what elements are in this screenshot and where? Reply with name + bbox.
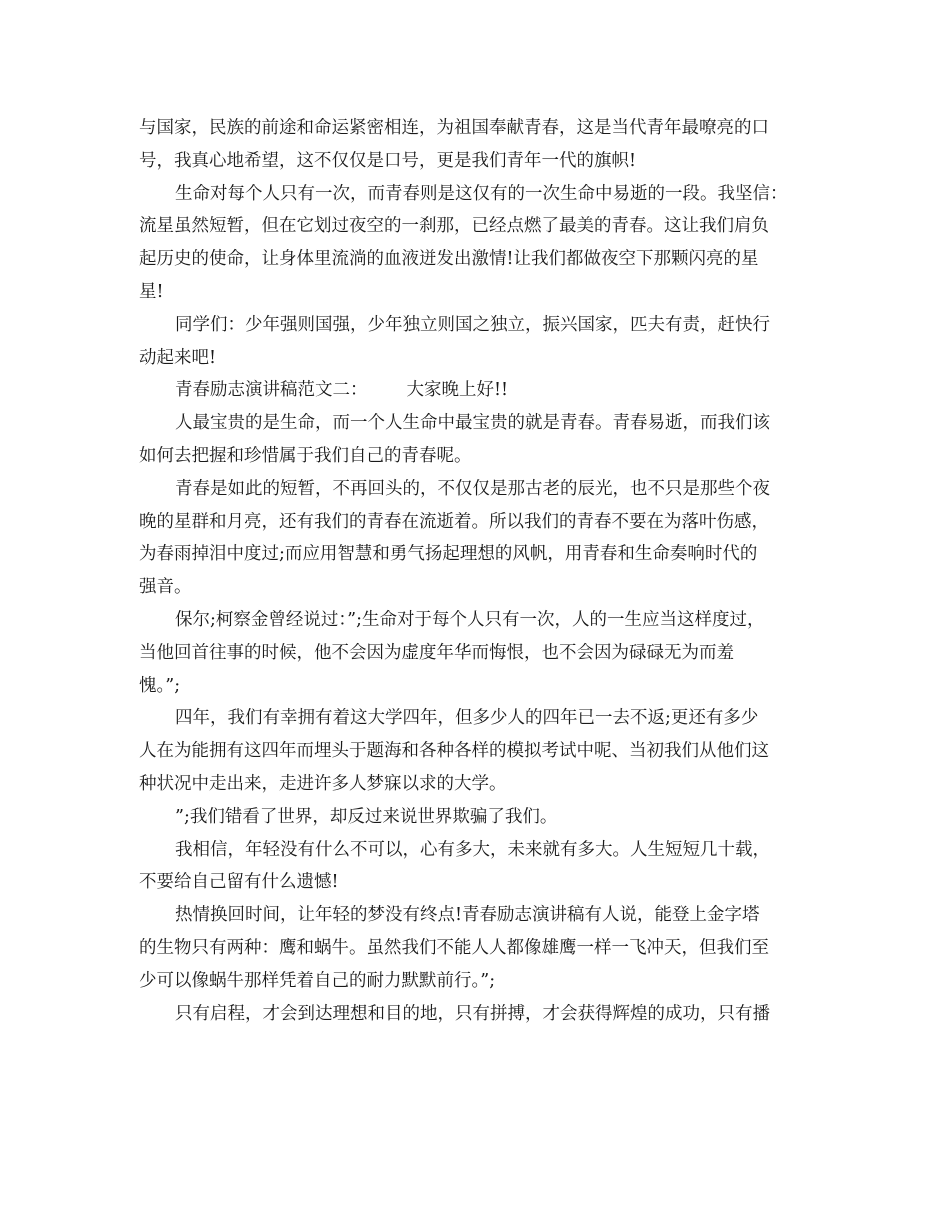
text-line: 人在为能拥有这四年而埋头于题海和各种各样的模拟考试中呢、当初我们从他们这 — [139, 741, 769, 762]
text-line: 保尔;柯察金曾经说过：”;生命对于每个人只有一次，人的一生应当这样度过， — [175, 609, 765, 630]
text-line: 只有启程，才会到达理想和目的地，只有拼搏，才会获得辉煌的成功，只有播 — [175, 1003, 770, 1024]
text-line: 号，我真心地希望，这不仅仅是口号，更是我们青年一代的旗帜! — [139, 150, 637, 171]
text-line: 人最宝贵的是生命，而一个人生命中最宝贵的就是青春。青春易逝，而我们该 — [175, 413, 770, 434]
text-line: 与国家，民族的前途和命运紧密相连，为祖国奉献青春，这是当代青年最嘹亮的口 — [139, 118, 769, 138]
text-line: 动起来吧! — [139, 347, 217, 368]
text-line: 种状况中走出来，走进许多人梦寐以求的大学。 — [139, 773, 507, 794]
text-line: 青春是如此的短暂，不再回头的，不仅仅是那古老的辰光，也不只是那些个夜 — [175, 478, 770, 499]
text-line: 我相信，年轻没有什么不可以，心有多大，未来就有多大。人生短短几十载， — [175, 839, 770, 860]
text-line: 起历史的使命，让身体里流淌的血液迸发出激情!让我们都做夜空下那颗闪亮的星 — [139, 249, 759, 270]
text-line: 少可以像蜗牛那样凭着自己的耐力默默前行。”; — [139, 970, 496, 991]
text-line: 的生物只有两种：鹰和蜗牛。虽然我们不能人人都像雄鹰一样一飞冲天，但我们至 — [139, 937, 769, 958]
text-line: 为春雨掉泪中度过;而应用智慧和勇气扬起理想的风帆，用青春和生命奏响时代的 — [139, 544, 758, 565]
text-line: ”;我们错看了世界，却反过来说世界欺骗了我们。 — [175, 806, 558, 827]
text-line: 当他回首往事的时候，他不会因为虚度年华而悔恨，也不会因为碌碌无为而羞 — [139, 642, 734, 663]
text-line: 晚的星群和月亮，还有我们的青春在流逝着。所以我们的青春不要在为落叶伤感， — [139, 511, 769, 532]
text-line: 强音。 — [139, 577, 192, 598]
text-line: 热情换回时间，让年轻的梦没有终点!青春励志演讲稿有人说，能登上金字塔 — [175, 905, 760, 926]
text-line: 生命对每个人只有一次，而青春则是这仅有的一次生命中易逝的一段。我坚信： — [175, 183, 788, 204]
text-line: 星! — [139, 281, 164, 302]
document-body — [139, 112, 821, 1030]
text-line: 同学们：少年强则国强，少年独立则国之独立，振兴国家，匹夫有责，赶快行 — [175, 314, 770, 335]
text-line: 青春励志演讲稿范文二： 大家晚上好!! — [175, 380, 509, 401]
text-line: 愧。”; — [139, 675, 181, 696]
text-line: 如何去把握和珍惜属于我们自己的青春呢。 — [139, 445, 472, 466]
text-line: 流星虽然短暂，但在它划过夜空的一刹那，已经点燃了最美的青春。这让我们肩负 — [139, 216, 769, 237]
text-line: 四年，我们有幸拥有着这大学四年，但多少人的四年已一去不返;更还有多少 — [175, 708, 759, 729]
text-line: 不要给自己留有什么遗憾! — [139, 872, 339, 893]
